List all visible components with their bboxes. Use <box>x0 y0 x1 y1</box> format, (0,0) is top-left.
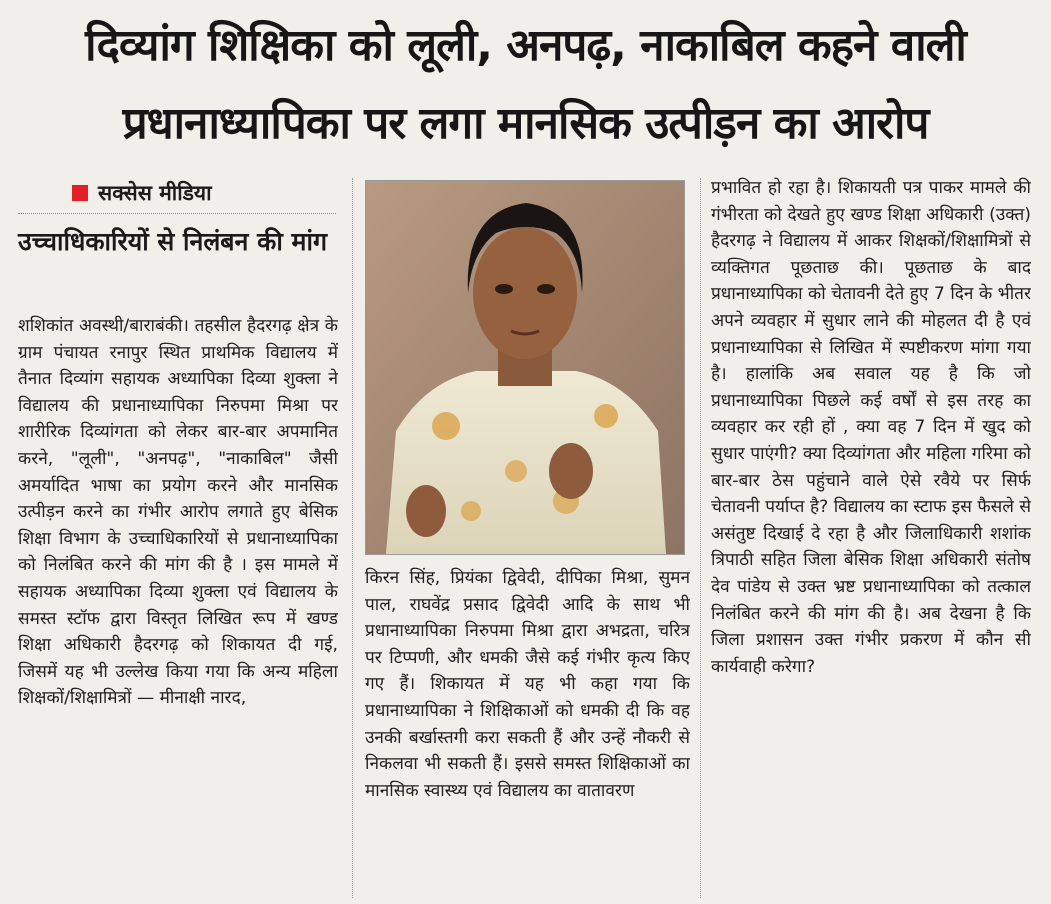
byline-rule <box>18 213 336 214</box>
headline-line-2: प्रधानाध्यापिका पर लगा मानसिक उत्पीड़न का आरोप <box>122 98 929 149</box>
article-column-2: किरन सिंह, प्रियंका द्विवेदी, दीपिका मिश्रा, सुमन पाल, राघवेंद्र प्रसाद द्विवेदी आदि के साथ भी प्रधानाध्यापिका निरुपमा मिश्रा द्वारा अभद्रता, चरित्र पर टिप्पणी, और धमकी जैसे कई गंभीर कृत्य किए गए हैं। शिकायत में यह भी कहा गया कि प्रधानाध्यापिका ने शिक्षिकाओं को धमकी दी कि वह उनकी बर्खास्तगी करा सकती हैं और उन्हें नौकरी से निकलवा भी सकती हैं। इससे समस्त शिक्षिकाओं का मानसिक स्वास्थ्य एवं विद्यालय का वातावरण <box>365 568 690 801</box>
portrait-photo <box>365 180 685 555</box>
headline-line-1: दिव्यांग शिक्षिका को लूली, अनपढ़, नाकाबिल कहने वाली <box>85 20 966 71</box>
column-divider <box>700 178 701 898</box>
article-column-1: शशिकांत अवस्थी/बाराबंकी। तहसील हैदरगढ़ क्षेत्र के ग्राम पंचायत रनापुर स्थित प्राथमिक विद्यालय में तैनात दिव्यांग सहायक अध्यापिका दिव्या शुक्ला ने विद्यालय की प्रधानाध्यापिका निरुपमा मिश्रा पर शारीरिक दिव्यांगता को लेकर बार-बार अपमानित करने, "लूली", "अनपढ़", "नाकाबिल" जैसी अमर्यादित भाषा का प्रयोग करने और मानसिक उत्पीड़न करने का गंभीर आरोप लगाते हुए बेसिक शिक्षा विभाग के उच्चाधिकारियों से प्रधानाध्यापिका को निलंबित करने की मांग की है । इस मामले में सहायक अध्यापिका दिव्या शुक्ला एवं विद्यालय के समस्त स्टॉफ द्वारा विस्तृत लिखित रूप में खण्ड शिक्षा अधिकारी हैदरगढ़ को शिकायत दी गई, जिसमें यह भी उल्लेख किया गया कि अन्य महिला शिक्षकों/शिक्षामित्रों — मीनाक्षी नारद, <box>18 316 338 709</box>
portrait-photo-icon <box>366 181 684 554</box>
column-divider <box>352 178 353 898</box>
subheading: उच्चाधिकारियों से निलंबन की मांग <box>18 227 328 256</box>
byline <box>72 178 212 208</box>
byline-text: सक्सेस मीडिया <box>98 181 212 205</box>
article-column-3: प्रभावित हो रहा है। शिकायती पत्र पाकर मामले की गंभीरता को देखते हुए खण्ड शिक्षा अधिकारी (उक्त) हैदरगढ़ ने विद्यालय में आकर शिक्षकों/शिक्षामित्रों से व्यक्तिगत पूछताछ की। पूछताछ के बाद प्रधानाध्यापिका को चेतावनी देते हुए 7 दिन के भीतर अपने व्यवहार में सुधार लाने की मोहलत दी है एवं प्रधानाध्यापिका से लिखित में स्पष्टीकरण मांगा गया है। हालांकि अब सवाल यह है कि जो प्रधानाध्यापिका पिछले कई वर्षों से इस तरह का व्यवहार कर रही हों , क्या वह 7 दिन में खुद को सुधार पाएंगी? क्या दिव्यांगता और महिला गरिमा को बार-बार ठेस पहुंचाने वाले ऐसे रवैये पर सिर्फ चेतावनी पर्याप्त है? विद्यालय का स्टाफ इस फैसले से असंतुष्ट दिखाई दे रहा है और जिलाधिकारी शशांक त्रिपाठी सहित जिला बेसिक शिक्षा अधिकारी संतोष देव पांडेय से उक्त भ्रष्ट प्रधानाध्यापिका को तत्काल निलंबित करने की मांग की है। अब देखना है कि जिला प्रशासन उक्त गंभीर प्रकरण में कौन सी कार्यवाही करेगा? <box>711 178 1031 677</box>
red-square-icon <box>72 185 88 201</box>
